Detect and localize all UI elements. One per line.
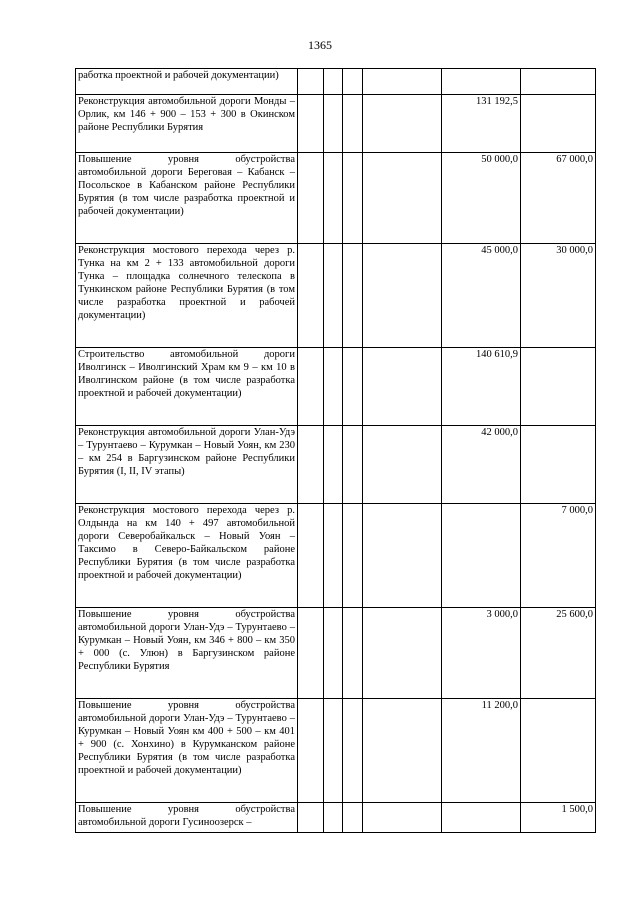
amount-cell-year2 [521, 95, 596, 153]
empty-cell [363, 608, 442, 699]
empty-cell [324, 95, 343, 153]
empty-cell [324, 803, 343, 833]
empty-cell [343, 69, 363, 95]
project-name-cell: Повышение уровня обустройства автомобильной дороги Береговая – Кабанск – Посольское в Кабанском районе Республики Бурятия (в том числе разработка проектной и рабочей документации) [76, 153, 298, 244]
empty-cell [298, 426, 324, 504]
amount-cell-year1 [442, 504, 521, 608]
empty-cell [363, 153, 442, 244]
table-row [76, 699, 596, 803]
project-name-cell: Реконструкция автомобильной дороги Улан-Удэ – Турунтаево – Курумкан – Новый Уоян, км 230 – км 254 в Баргузинском районе Республики Бурятия (I, II, IV этапы) [76, 426, 298, 504]
amount-cell-year2 [521, 699, 596, 803]
amount-cell-year2: 67 000,0 [521, 153, 596, 244]
project-name-cell: Строительство автомобильной дороги Иволгинск – Иволгинский Храм км 9 – км 10 в Иволгинском районе (в том числе разработка проектной и рабочей документации) [76, 348, 298, 426]
amount-cell-year2 [521, 348, 596, 426]
empty-cell [363, 426, 442, 504]
empty-cell [324, 426, 343, 504]
table-row [76, 95, 596, 153]
empty-cell [324, 504, 343, 608]
empty-cell [298, 153, 324, 244]
amount-cell-year2: 7 000,0 [521, 504, 596, 608]
project-name-cell: работка проектной и рабочей документации) [76, 69, 298, 95]
empty-cell [324, 153, 343, 244]
table-row [76, 803, 596, 833]
empty-cell [298, 95, 324, 153]
table-row [76, 153, 596, 244]
table-row [76, 244, 596, 348]
empty-cell [343, 504, 363, 608]
project-name-cell: Повышение уровня обустройства автомобильной дороги Улан-Удэ – Турунтаево – Курумкан – Новый Уоян км 400 + 500 – км 401 + 900 (с. Хонхино) в Курумканском районе Республики Бурятия (в том числе разработка проектной и рабочей документации) [76, 699, 298, 803]
amount-cell-year2: 25 600,0 [521, 608, 596, 699]
empty-cell [324, 69, 343, 95]
empty-cell [343, 426, 363, 504]
project-name-cell: Повышение уровня обустройства автомобильной дороги Улан-Удэ – Турунтаево – Курумкан – Новый Уоян, км 346 + 800 – км 350 + 000 (с. Улюн) в Баргузинском районе Республики Бурятия [76, 608, 298, 699]
empty-cell [324, 348, 343, 426]
amount-cell-year1: 3 000,0 [442, 608, 521, 699]
empty-cell [324, 244, 343, 348]
project-name-cell: Повышение уровня обустройства автомобильной дороги Гусиноозерск – [76, 803, 298, 833]
table-row [76, 426, 596, 504]
empty-cell [298, 699, 324, 803]
empty-cell [324, 608, 343, 699]
project-name-cell: Реконструкция автомобильной дороги Монды – Орлик, км 146 + 900 – 153 + 300 в Окинском районе Республики Бурятия [76, 95, 298, 153]
amount-cell-year1: 42 000,0 [442, 426, 521, 504]
table-row [76, 69, 596, 95]
amount-cell-year2 [521, 426, 596, 504]
table-row [76, 504, 596, 608]
empty-cell [298, 803, 324, 833]
amount-cell-year1: 45 000,0 [442, 244, 521, 348]
empty-cell [363, 504, 442, 608]
amount-cell-year1: 140 610,9 [442, 348, 521, 426]
empty-cell [324, 699, 343, 803]
empty-cell [363, 69, 442, 95]
empty-cell [343, 803, 363, 833]
empty-cell [343, 95, 363, 153]
empty-cell [363, 95, 442, 153]
empty-cell [298, 504, 324, 608]
page-number: 1365 [308, 38, 332, 52]
empty-cell [363, 348, 442, 426]
amount-cell-year1: 131 192,5 [442, 95, 521, 153]
empty-cell [343, 244, 363, 348]
empty-cell [363, 244, 442, 348]
amount-cell-year1 [442, 69, 521, 95]
empty-cell [298, 348, 324, 426]
amount-cell-year2: 30 000,0 [521, 244, 596, 348]
table-row [76, 608, 596, 699]
empty-cell [343, 153, 363, 244]
empty-cell [343, 348, 363, 426]
project-name-cell: Реконструкция мостового перехода через р. Тунка на км 2 + 133 автомобильной дороги Тунка – площадка солнечного телескопа в Тункинском районе Республики Бурятия (в том числе разработка проектной и рабочей документации) [76, 244, 298, 348]
amount-cell-year2 [521, 69, 596, 95]
empty-cell [363, 699, 442, 803]
amount-cell-year2: 1 500,0 [521, 803, 596, 833]
empty-cell [343, 699, 363, 803]
budget-table [75, 68, 596, 833]
empty-cell [343, 608, 363, 699]
empty-cell [363, 803, 442, 833]
amount-cell-year1: 11 200,0 [442, 699, 521, 803]
empty-cell [298, 244, 324, 348]
amount-cell-year1 [442, 803, 521, 833]
amount-cell-year1: 50 000,0 [442, 153, 521, 244]
table-body [76, 69, 596, 833]
empty-cell [298, 69, 324, 95]
empty-cell [298, 608, 324, 699]
project-name-cell: Реконструкция мостового перехода через р. Олдында на км 140 + 497 автомобильной дороги Северобайкальск – Новый Уоян – Таксимо в Северо-Байкальском районе Республики Бурятия (в том числе разработка проектной и рабочей документации) [76, 504, 298, 608]
table-row [76, 348, 596, 426]
